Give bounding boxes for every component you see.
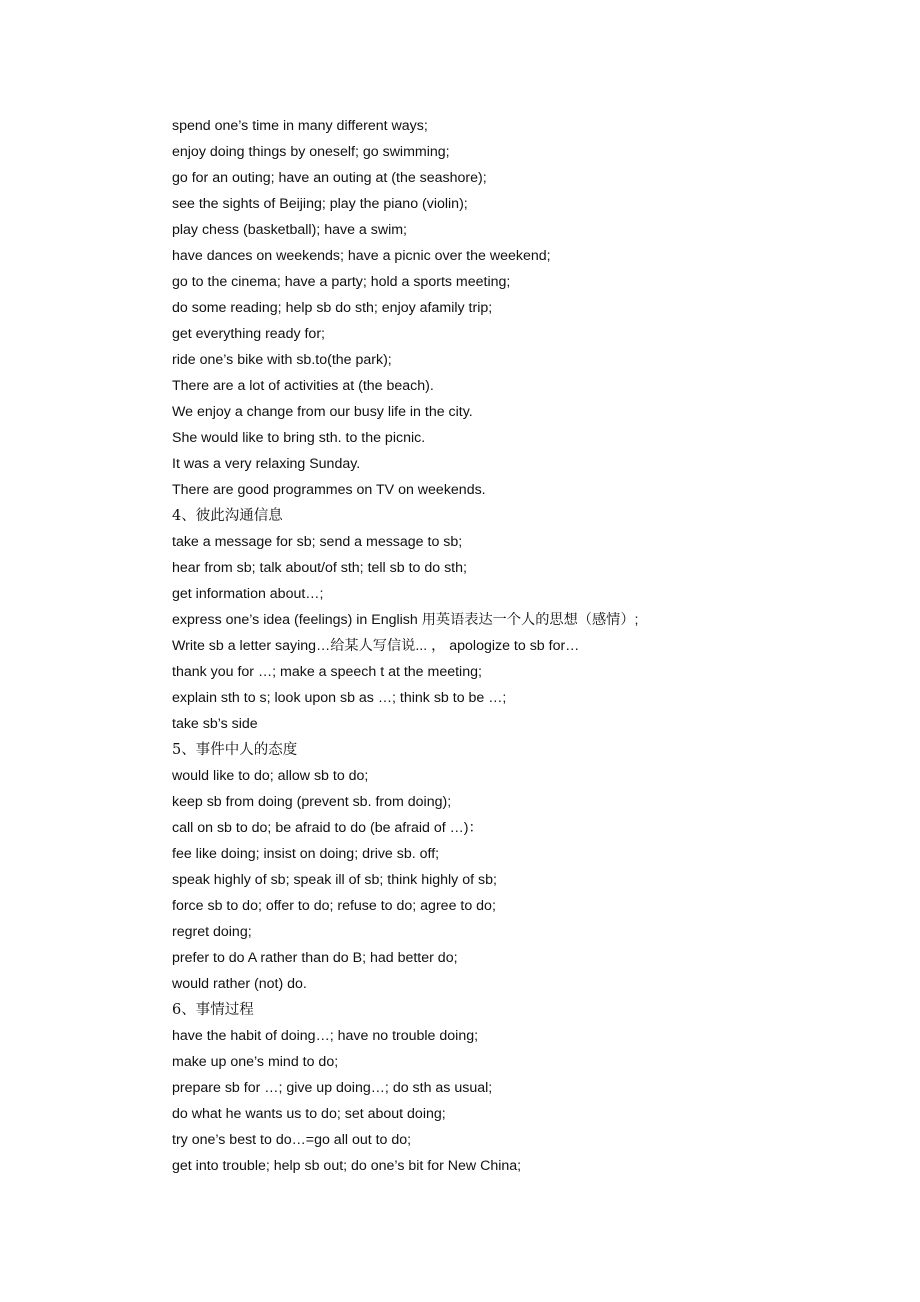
phrase-line: have the habit of doing…; have no trouble doing; <box>172 1028 479 1044</box>
phrase-line: see the sights of Beijing; play the piano (violin); <box>172 196 468 212</box>
phrase-line: spend one’s time in many different ways; <box>172 118 428 134</box>
phrase-line: speak highly of sb; speak ill of sb; think highly of sb; <box>172 872 497 888</box>
phrase-line: force sb to do; offer to do; refuse to do; agree to do; <box>172 898 496 914</box>
phrase-line: try one’s best to do…=go all out to do; <box>172 1132 412 1148</box>
phrase-line: do some reading; help sb do sth; enjoy afamily trip; <box>172 300 493 316</box>
phrase-line: have dances on weekends; have a picnic over the weekend; <box>172 248 551 264</box>
phrase-line: She would like to bring sth. to the picnic. <box>172 430 426 446</box>
phrase-line: get information about…; <box>172 586 324 602</box>
phrase-line: take sb’s side <box>172 716 258 732</box>
phrase-line: It was a very relaxing Sunday. <box>172 456 361 472</box>
phrase-line: thank you for …; make a speech t at the meeting; <box>172 664 482 680</box>
phrase-line: would like to do; allow sb to do; <box>172 768 369 784</box>
phrase-line: take a message for sb; send a message to sb; <box>172 534 463 550</box>
phrase-line: Write sb a letter saying…给某人写信说... ， apologize to sb for… <box>172 638 580 654</box>
phrase-line: There are good programmes on TV on weekends. <box>172 482 486 498</box>
phrase-line: get everything ready for; <box>172 326 325 342</box>
phrase-line: fee like doing; insist on doing; drive sb. off; <box>172 846 440 862</box>
section-heading: 6、事情过程 <box>172 1002 254 1018</box>
section-heading: 4、彼此沟通信息 <box>172 508 283 524</box>
phrase-line: enjoy doing things by oneself; go swimming; <box>172 144 450 160</box>
phrase-line: make up one’s mind to do; <box>172 1054 339 1070</box>
phrase-line: play chess (basketball); have a swim; <box>172 222 407 238</box>
phrase-line: prefer to do A rather than do B; had better do; <box>172 950 458 966</box>
phrase-line: do what he wants us to do; set about doing; <box>172 1106 446 1122</box>
phrase-line: regret doing; <box>172 924 252 940</box>
phrase-line: express one’s idea (feelings) in English 用英语表达一个人的思想（感情）; <box>172 612 639 628</box>
phrase-line: prepare sb for …; give up doing…; do sth as usual; <box>172 1080 493 1096</box>
phrase-line: We enjoy a change from our busy life in the city. <box>172 404 473 420</box>
phrase-line: get into trouble; help sb out; do one’s bit for New China; <box>172 1158 522 1174</box>
section-heading: 5、事件中人的态度 <box>172 742 298 758</box>
phrase-line: keep sb from doing (prevent sb. from doing); <box>172 794 452 810</box>
phrase-line: would rather (not) do. <box>172 976 307 992</box>
phrase-line: explain sth to s; look upon sb as …; think sb to be …; <box>172 690 507 706</box>
phrase-line: hear from sb; talk about/of sth; tell sb to do sth; <box>172 560 467 576</box>
phrase-list <box>172 113 892 1179</box>
phrase-line: go to the cinema; have a party; hold a sports meeting; <box>172 274 511 290</box>
phrase-line: call on sb to do; be afraid to do (be afraid of …)： <box>172 820 483 836</box>
phrase-line: go for an outing; have an outing at (the seashore); <box>172 170 487 186</box>
phrase-line: ride one’s bike with sb.to(the park); <box>172 352 392 368</box>
phrase-line: There are a lot of activities at (the beach). <box>172 378 434 394</box>
